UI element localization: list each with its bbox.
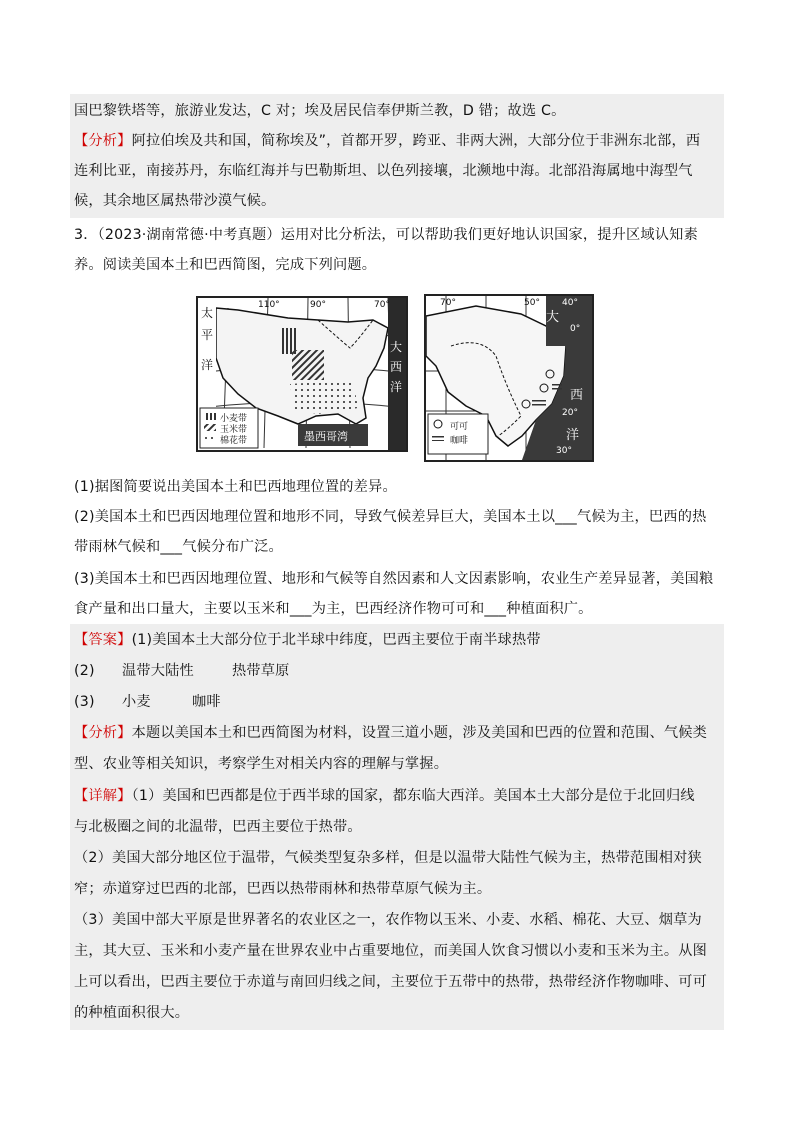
gulf-of-mexico-label: 墨西哥湾 bbox=[304, 430, 348, 443]
atlantic-label-2: 西 bbox=[570, 388, 584, 403]
latitude-label: 20° bbox=[562, 408, 578, 418]
atlantic-label-1: 大 bbox=[390, 340, 403, 354]
longitude-label: 110° bbox=[258, 300, 280, 310]
analysis-text: 本题以美国本土和巴西简图为材料，设置三道小题，涉及美国和巴西的位置和范围、气候类 bbox=[131, 725, 708, 741]
sub-question-2: (2)美国本土和巴西因地理位置和地形不同，导致气候差异巨大，美国本土以___气候为主，巴西的热 bbox=[74, 509, 707, 525]
detail-line: （2）美国大部分地区位于温带，气候类型复杂多样，但是以温带大陆性气候为主，热带范围相对狭 bbox=[74, 850, 702, 866]
answer-line bbox=[74, 692, 221, 712]
answer-line bbox=[74, 630, 541, 650]
text-line: 国巴黎铁塔等，旅游业发达，C 对；埃及居民信奉伊斯兰教，D 错；故选 C。 bbox=[74, 103, 566, 119]
longitude-label: 90° bbox=[310, 300, 326, 310]
analysis-text: 阿拉伯埃及共和国，简称埃及”，首都开罗，跨亚、非两大洲，大部分位于非洲东北部，西 bbox=[131, 133, 701, 149]
text-line: 连利比亚，南接苏丹，东临红海并与巴勒斯坦、以色列接壤，北濒地中海。北部沿海属地中海型气 bbox=[74, 163, 693, 179]
analysis-tag: 【分析】 bbox=[74, 725, 132, 741]
longitude-label: 40° bbox=[562, 298, 578, 308]
latitude-label: 0° bbox=[570, 324, 581, 334]
answer-tag: 【答案】 bbox=[74, 632, 132, 648]
analysis-line bbox=[74, 723, 707, 743]
detail-line: （3）美国中部大平原是世界著名的农业区之一，农作物以玉米、小麦、水稻、棉花、大豆、烟草为 bbox=[74, 912, 702, 928]
detail-line: 与北极圈之间的北温带，巴西主要位于热带。 bbox=[74, 819, 362, 835]
pacific-label-2: 平 bbox=[201, 328, 214, 342]
legend-corn: 玉米带 bbox=[220, 425, 248, 435]
analysis-line: 型、农业等相关知识，考察学生对相关内容的理解与掌握。 bbox=[74, 756, 449, 772]
detail-line bbox=[74, 786, 695, 806]
analysis-line bbox=[74, 131, 700, 151]
answer-number: (3) bbox=[74, 694, 95, 710]
analysis-tag: 【分析】 bbox=[74, 133, 132, 149]
usa-map bbox=[196, 296, 408, 452]
text-line: 候，其余地区属热带沙漠气候。 bbox=[74, 193, 276, 209]
answer-line bbox=[74, 661, 290, 681]
detail-line: 上可以看出，巴西主要位于赤道与南回归线之间，主要位于五带中的热带，热带经济作物咖啡、可可 bbox=[74, 974, 708, 990]
detail-text: （1）美国和巴西都是位于西半球的国家，都东临大西洋。美国本土大部分是位于北回归线 bbox=[131, 788, 695, 804]
question-title: 3．（2023·湖南常德·中考真题）运用对比分析法，可以帮助我们更好地认识国家，提升区域认知素 bbox=[74, 227, 698, 243]
detail-line: 窄；赤道穿过巴西的北部，巴西以热带雨林和热带草原气候为主。 bbox=[74, 881, 492, 897]
answer-value: 热带草原 bbox=[232, 663, 290, 679]
longitude-label: 50° bbox=[524, 298, 540, 308]
sub-question-3: (3)美国本土和巴西因地理位置、地形和气候等自然因素和人文因素影响，农业生产差异显著，美国粮 bbox=[74, 571, 714, 587]
detail-line: 的种植面积很大。 bbox=[74, 1005, 190, 1021]
pacific-label-1: 太 bbox=[201, 306, 214, 320]
legend-wheat: 小麦带 bbox=[220, 414, 248, 424]
legend-cotton: 棉花带 bbox=[220, 436, 248, 446]
answer-value: 小麦 bbox=[122, 694, 151, 710]
atlantic-label-3: 洋 bbox=[566, 428, 580, 443]
longitude-label: 70° bbox=[374, 300, 390, 310]
legend-cocoa: 可可 bbox=[450, 422, 469, 432]
sub-question-1: (1)据图简要说出美国本土和巴西地理位置的差异。 bbox=[74, 479, 397, 495]
detail-tag: 【详解】 bbox=[74, 788, 132, 804]
answer-value: 咖啡 bbox=[192, 694, 221, 710]
longitude-label: 70° bbox=[440, 298, 456, 308]
pacific-label-3: 洋 bbox=[201, 358, 214, 372]
atlantic-label-3: 洋 bbox=[390, 380, 403, 394]
answer-text: (1)美国本土大部分位于北半球中纬度，巴西主要位于南半球热带 bbox=[131, 632, 541, 648]
map-figure bbox=[196, 294, 594, 462]
legend-coffee: 咖啡 bbox=[450, 436, 469, 446]
answer-number: (2) bbox=[74, 663, 95, 679]
atlantic-label-1: 大 bbox=[546, 310, 560, 325]
answer-value: 温带大陆性 bbox=[122, 663, 194, 679]
brazil-map bbox=[424, 294, 594, 462]
sub-question-2: 带雨林气候和___气候分布广泛。 bbox=[74, 539, 283, 555]
detail-line: 主，其大豆、玉米和小麦产量在世界农业中占重要地位，而美国人饮食习惯以小麦和玉米为主。从图 bbox=[74, 943, 708, 959]
atlantic-label-2: 西 bbox=[390, 360, 403, 374]
latitude-label: 30° bbox=[556, 446, 572, 456]
question-title: 养。阅读美国本土和巴西简图，完成下列问题。 bbox=[74, 257, 377, 273]
sub-question-3: 食产量和出口量大，主要以玉米和___为主，巴西经济作物可可和___种植面积广。 bbox=[74, 601, 593, 617]
